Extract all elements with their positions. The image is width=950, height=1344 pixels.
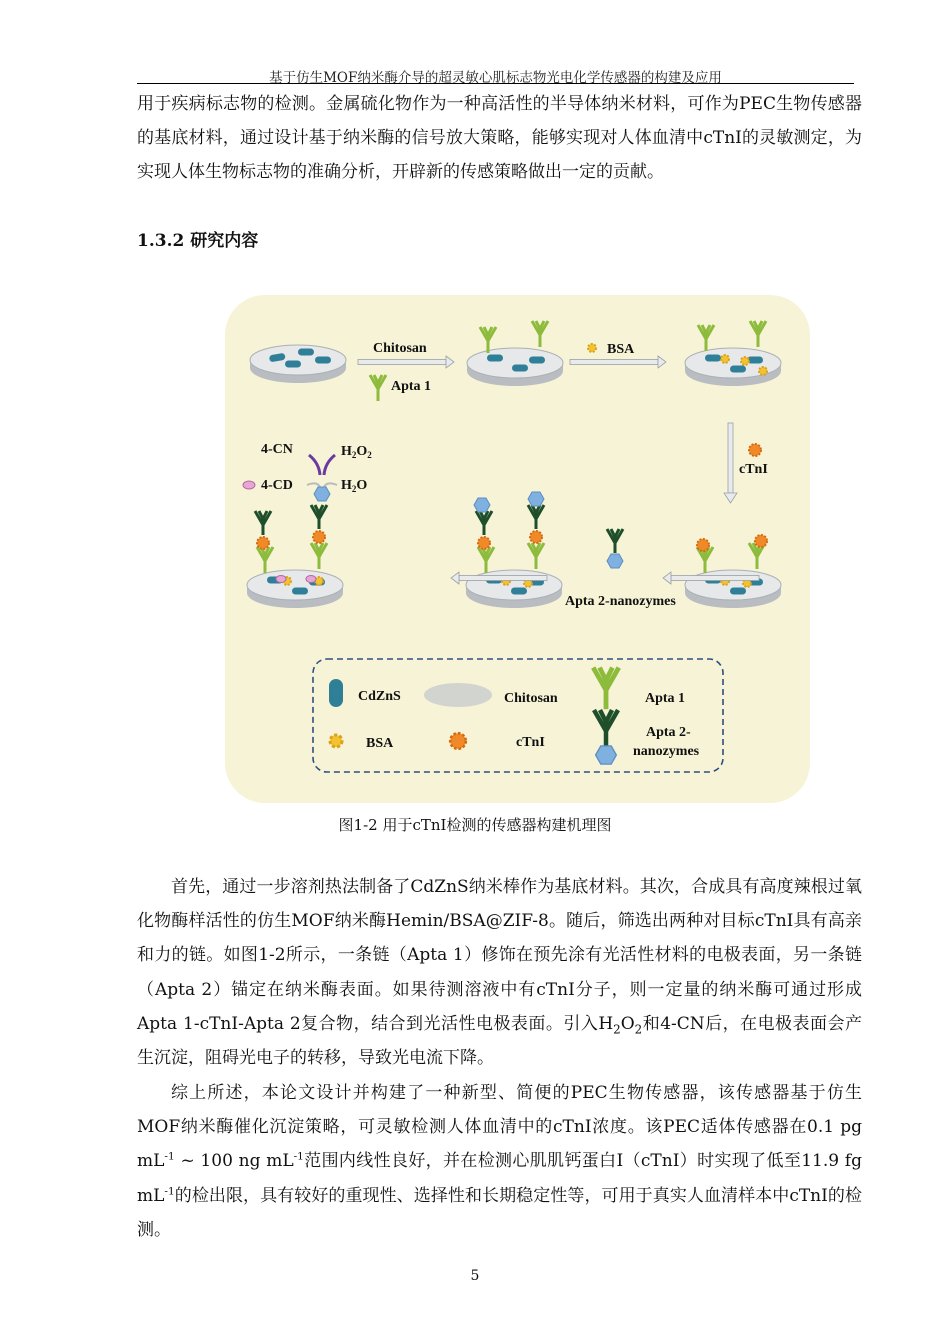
label-4cd: 4-CD <box>261 478 293 493</box>
legend-cdzns-icon <box>329 679 343 707</box>
label-chitosan-step: Chitosan <box>373 341 427 356</box>
label-bsa-step: BSA <box>607 342 635 357</box>
label-h2o: $H_2O$ <box>341 478 368 494</box>
legend-bsa: BSA <box>366 736 394 751</box>
label-h2o2: $H_2O_2$ <box>341 444 372 460</box>
mechanism-figure <box>225 295 810 803</box>
paragraph-method: 首先，通过一步溶剂热法制备了CdZnS纳米棒作为基底材料。其次，合成具有高度辣根过氧化物酶样活性的仿生MOF纳米酶Hemin/BSA@ZIF-8。随后，筛选出两种对目标cTnI具有高亲和力的链。如图1-2所示，一条链（Apta 1）修饰在预先涂有光活性材料的电极表面，另一条链（Apta 2）锚定在纳米酶表面。如果待测溶液中有cTnI分子，则一定量的纳米酶可通过形成Apta 1-cTnI-Apta 2复合物，结合到光活性电极表面。引入$H_2O_2$和4-CN后，在电极表面会产生沉淀，阻碍光电子的转移，导致光电流下降。 <box>137 877 862 1069</box>
label-apta1-step: Apta 1 <box>391 379 432 394</box>
paragraph-intro-end: 用于疾病标志物的检测。金属硫化物作为一种高活性的半导体纳米材料，可作为PEC生物传感器的基底材料，通过设计基于纳米酶的信号放大策略，能够实现对人体血清中cTnI的灵敏测定，为实现人体生物标志物的准确分析，开辟新的传感策略做出一定的贡献。 <box>137 94 862 183</box>
electrode-bare <box>250 345 346 383</box>
header-rule <box>137 83 854 84</box>
nanozyme-step-icon <box>607 554 623 568</box>
ctni-step-icon <box>749 444 761 456</box>
legend-ctni-icon <box>450 733 466 749</box>
precipitate-icon <box>243 481 255 489</box>
legend-chitosan-icon <box>424 683 492 707</box>
figure-caption: 图1-2 用于cTnI检测的传感器构建机理图 <box>338 816 612 834</box>
legend-apta2-line1: Apta 2- <box>646 725 691 740</box>
bsa-step-icon <box>588 344 596 352</box>
paragraph-summary: 综上所述，本论文设计并构建了一种新型、简便的PEC生物传感器，该传感器基于仿生MOF纳米酶催化沉淀策略，可灵敏检测人体血清中的cTnI浓度。该PEC适体传感器在0.1 pg $mL^{-1}$ ~ 100 ng $mL^{-1}$范围内线性良好，并在检测心肌肌钙蛋白I（cTnI）时实现了低至11.9 fg $mL^{-1}$的检出限，具有较好的重现性、选择性和长期稳定性等，可用于真实人血清样本中cTnI的检测。 <box>137 1083 862 1240</box>
label-ctni-step: cTnI <box>739 462 768 477</box>
legend-bsa-icon <box>330 735 342 747</box>
legend-nanozyme-icon <box>596 746 617 764</box>
legend-chitosan: Chitosan <box>504 691 558 706</box>
page-number: 5 <box>470 1268 480 1284</box>
legend-cdzns: CdZnS <box>358 689 401 704</box>
running-header: 基于仿生MOF纳米酶介导的超灵敏心肌标志物光电化学传感器的构建及应用 <box>269 70 722 86</box>
label-4cn: 4-CN <box>261 442 293 457</box>
legend-apta2-line2: nanozymes <box>633 744 700 759</box>
section-heading: 1.3.2 研究内容 <box>137 231 259 251</box>
legend-ctni: cTnI <box>516 735 545 750</box>
legend-apta1: Apta 1 <box>645 691 686 706</box>
mechanism-diagram <box>225 295 810 803</box>
label-apta2-step: Apta 2-nanozymes <box>565 594 676 609</box>
